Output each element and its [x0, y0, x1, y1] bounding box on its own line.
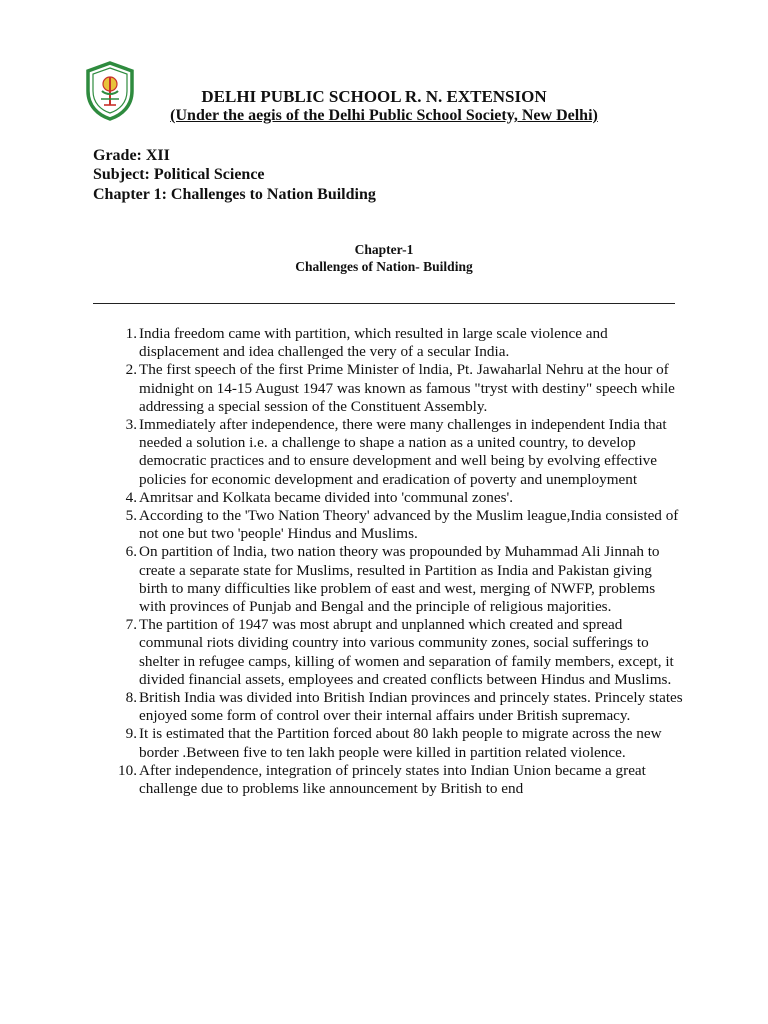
grade-label: Grade: XII [93, 147, 170, 164]
chapter-number-heading: Chapter-1 [354, 242, 414, 257]
list-item [93, 507, 683, 543]
chapter-title-heading: Challenges of Nation- Building [295, 259, 473, 274]
chapter-label: Chapter 1: Challenges to Nation Building [93, 186, 376, 203]
list-item-number: 5. [125, 507, 137, 525]
list-item-number: 8. [125, 689, 137, 707]
list-item-text: According to the 'Two Nation Theory' advanced by the Muslim league,India consisted of not one but two 'people' Hindus and Muslims. [139, 507, 679, 543]
list-item [93, 543, 683, 616]
list-item [93, 416, 683, 489]
list-item [93, 616, 683, 689]
list-item [93, 725, 683, 761]
list-item-text: Amritsar and Kolkata became divided into 'communal zones'. [139, 488, 514, 506]
school-name: DELHI PUBLIC SCHOOL R. N. EXTENSION [201, 87, 547, 106]
list-item-number: 1. [125, 325, 137, 342]
list-item-number: 4. [125, 488, 137, 506]
list-item-text: India freedom came with partition, which resulted in large scale violence and displacement and idea challenged the very of a secular India. [139, 325, 608, 361]
list-item-number: 9. [125, 725, 137, 743]
subject-label: Subject: Political Science [93, 166, 265, 183]
list-item [93, 325, 683, 361]
list-item-number: 6. [125, 543, 137, 561]
list-item-number: 7. [125, 616, 137, 634]
list-item-text: The first speech of the first Prime Minister of lndia, Pt. Jawaharlal Nehru at the hour of midnight on 14-15 August 1947 was known as famous "tryst with destiny" speech while addressing a special session of the Constituent Assembly. [139, 361, 675, 415]
list-item-text: On partition of lndia, two nation theory was propounded by Muhammad Ali Jinnah to create a separate state for Muslims, resulted in Partition as India and Pakistan giving birth to many difficulties like problem of east and west, merging of NWFP, problems with provinces of Punjab and Bengal and the principle of religious majorities. [139, 543, 660, 616]
list-item-number: 2. [125, 361, 137, 379]
school-subtitle: (Under the aegis of the Delhi Public School Society, New Delhi) [170, 107, 598, 124]
list-item-text: After independence, integration of princely states into Indian Union became a great challenge due to problems like announcement by British to end [139, 761, 646, 798]
list-item-text: The partition of 1947 was most abrupt and unplanned which created and spread communal riots dividing country into various community zones, social sufferings to shelter in refugee camps, killing of women and separation of family members, except, it divided financial assets, employees and created conflicts between Hindus and Muslims. [139, 616, 674, 688]
horizontal-divider [93, 303, 675, 304]
list-item [93, 489, 683, 507]
points-list [93, 325, 683, 798]
list-item-text: Immediately after independence, there were many challenges in independent India that needed a solution i.e. a challenge to shape a nation as a united country, to develop democratic practices and to ensure development and well being by evolving effective policies for economic development and eradication of poverty and unemployment [139, 416, 667, 488]
list-item [93, 689, 683, 725]
list-item-number: 10. [118, 761, 137, 779]
list-item-text: It is estimated that the Partition forced about 80 lakh people to migrate across the new border .Between five to ten lakh people were killed in partition related violence. [139, 725, 662, 761]
list-item-text: British India was divided into British Indian provinces and princely states. Princely states enjoyed some form of control over their internal affairs under British supremacy. [139, 689, 683, 725]
list-item [93, 361, 683, 416]
list-item [93, 762, 683, 798]
list-item-number: 3. [125, 416, 137, 434]
